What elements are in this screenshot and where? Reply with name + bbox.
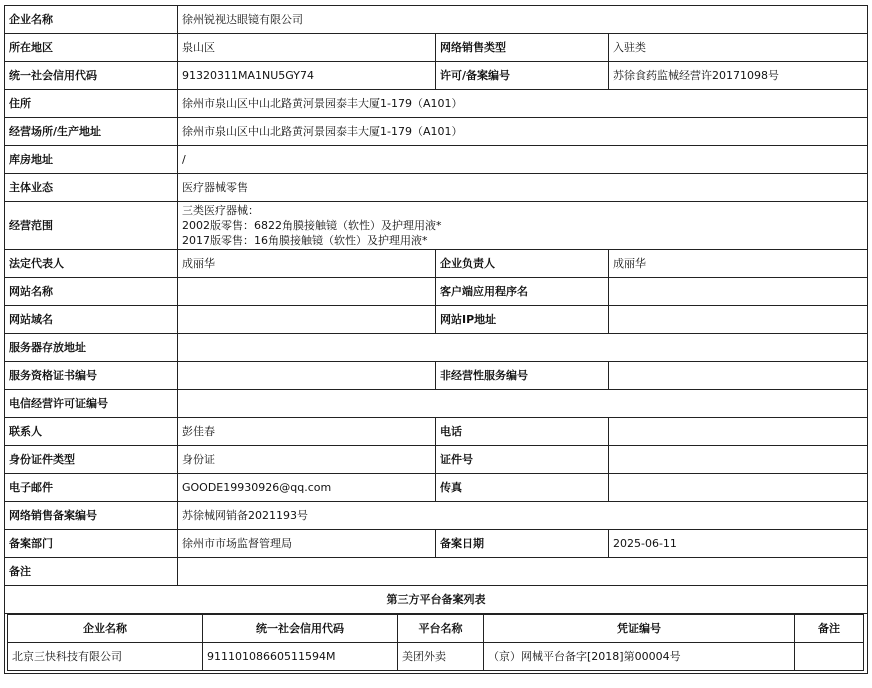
credit-code-value: 91320311MA1NU5GY74 [178,62,436,90]
third-party-header-remarks: 备注 [795,615,864,643]
id-type-value: 身份证 [178,446,436,474]
contact-label: 联系人 [5,418,178,446]
telecom-license-value [178,390,868,418]
row-credit-code [5,62,868,90]
website-name-label: 网站名称 [5,278,178,306]
row-website-name [5,278,868,306]
scope-line: 2002版零售：6822角膜接触镜（软性）及护理用液* [182,219,442,232]
ip-label: 网站IP地址 [436,306,609,334]
record-no-value: 苏徐械网销备2021193号 [178,502,868,530]
credit-code-label: 统一社会信用代码 [5,62,178,90]
residence-label: 住所 [5,90,178,118]
fax-value [609,474,868,502]
residence-value: 徐州市泉山区中山北路黄河景园泰丰大厦1-179（A101） [178,90,868,118]
business-address-value: 徐州市泉山区中山北路黄河景园泰丰大厦1-179（A101） [178,118,868,146]
warehouse-label: 库房地址 [5,146,178,174]
legal-rep-label: 法定代表人 [5,250,178,278]
row-third-party-list [5,614,868,674]
email-label: 电子邮件 [5,474,178,502]
record-dept-label: 备案部门 [5,530,178,558]
record-date-label: 备案日期 [436,530,609,558]
record-date-value: 2025-06-11 [609,530,868,558]
row-contact [5,418,868,446]
service-cert-label: 服务资格证书编号 [5,362,178,390]
server-addr-label: 服务器存放地址 [5,334,178,362]
company-name-label: 企业名称 [5,6,178,34]
third-party-credit-code: 91110108660511594M [203,643,398,671]
table-row [8,643,864,671]
scope-label: 经营范围 [5,202,178,250]
remarks-label: 备注 [5,558,178,586]
client-app-value [609,278,868,306]
server-addr-value [178,334,868,362]
telecom-license-label: 电信经营许可证编号 [5,390,178,418]
company-name-value: 徐州锐视达眼镜有限公司 [178,6,868,34]
main-business-value: 医疗器械零售 [178,174,868,202]
domain-value [178,306,436,334]
location-value: 泉山区 [178,34,436,62]
company-head-value: 成丽华 [609,250,868,278]
ip-value [609,306,868,334]
row-main-business [5,174,868,202]
fax-label: 传真 [436,474,609,502]
warehouse-value: / [178,146,868,174]
row-location [5,34,868,62]
third-party-cert-no: （京）网械平台备字[2018]第00004号 [484,643,795,671]
contact-value: 彭佳春 [178,418,436,446]
row-id-type [5,446,868,474]
license-no-label: 许可/备案编号 [436,62,609,90]
license-no-value: 苏徐食药监械经营许20171098号 [609,62,868,90]
non-commercial-label: 非经营性服务编号 [436,362,609,390]
row-warehouse [5,146,868,174]
email-value: GOODE19930926@qq.com [178,474,436,502]
online-sales-type-label: 网络销售类型 [436,34,609,62]
main-business-label: 主体业态 [5,174,178,202]
id-no-label: 证件号 [436,446,609,474]
third-party-header-company: 企业名称 [8,615,203,643]
record-dept-value: 徐州市市场监督管理局 [178,530,436,558]
row-email [5,474,868,502]
third-party-company: 北京三快科技有限公司 [8,643,203,671]
row-legal-rep [5,250,868,278]
third-party-header-row [8,615,864,643]
row-remarks [5,558,868,586]
company-head-label: 企业负责人 [436,250,609,278]
record-table [4,5,868,674]
row-business-address [5,118,868,146]
client-app-label: 客户端应用程序名 [436,278,609,306]
row-telecom-license [5,390,868,418]
row-residence [5,90,868,118]
record-no-label: 网络销售备案编号 [5,502,178,530]
row-domain [5,306,868,334]
domain-label: 网站域名 [5,306,178,334]
remarks-value [178,558,868,586]
row-service-cert [5,362,868,390]
service-cert-value [178,362,436,390]
third-party-remarks [795,643,864,671]
scope-value [178,202,868,250]
row-third-party-title [5,586,868,614]
id-type-label: 身份证件类型 [5,446,178,474]
non-commercial-value [609,362,868,390]
scope-line: 2017版零售：16角膜接触镜（软性）及护理用液* [182,234,428,247]
online-sales-type-value: 入驻类 [609,34,868,62]
third-party-container [5,614,868,674]
phone-value [609,418,868,446]
record-document [4,5,867,674]
scope-line: 三类医疗器械： [182,204,259,217]
third-party-header-credit-code: 统一社会信用代码 [203,615,398,643]
location-label: 所在地区 [5,34,178,62]
third-party-platform: 美团外卖 [398,643,484,671]
third-party-title: 第三方平台备案列表 [5,586,868,614]
phone-label: 电话 [436,418,609,446]
row-server-addr [5,334,868,362]
third-party-header-cert-no: 凭证编号 [484,615,795,643]
row-company-name [5,6,868,34]
row-scope [5,202,868,250]
third-party-header-platform: 平台名称 [398,615,484,643]
website-name-value [178,278,436,306]
id-no-value [609,446,868,474]
third-party-table [7,614,864,671]
business-address-label: 经营场所/生产地址 [5,118,178,146]
row-record-dept [5,530,868,558]
legal-rep-value: 成丽华 [178,250,436,278]
row-record-no [5,502,868,530]
